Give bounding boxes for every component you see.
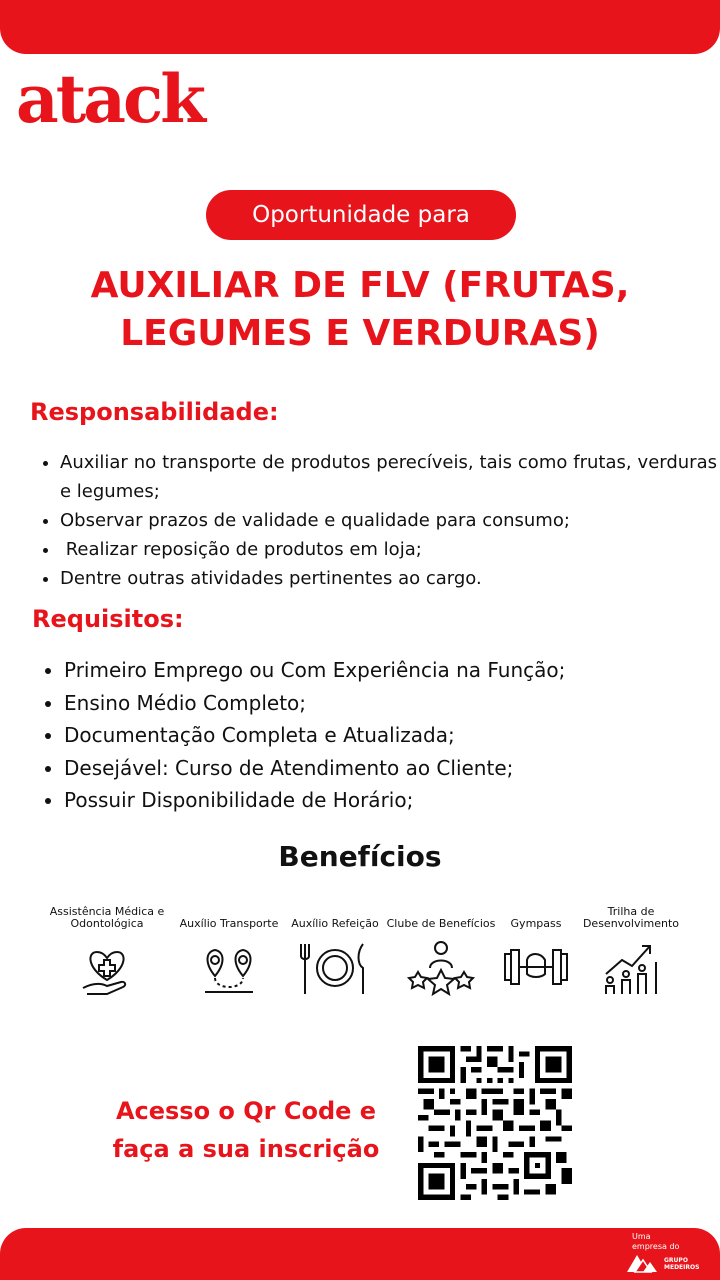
- job-title: AUXILIAR DE FLV (FRUTAS, LEGUMES E VERDURAS): [90, 265, 630, 354]
- list-item: • Documentação Completa e Atualizada;: [64, 719, 704, 752]
- group-name-line: MEDEIROS: [664, 1264, 700, 1271]
- grupo-medeiros-logo-icon: [625, 1253, 661, 1273]
- group-note-line: Uma: [632, 1232, 651, 1241]
- cta-text: [96, 1092, 396, 1168]
- benefit-label: Gympass: [510, 917, 562, 930]
- person-stars-icon: [406, 938, 476, 998]
- group-name: [664, 1257, 699, 1271]
- cta-line: faça a sua inscrição: [112, 1135, 380, 1163]
- health-hand-icon: [77, 938, 137, 998]
- dumbbell-icon: [501, 938, 571, 998]
- group-name-line: GRUPO: [664, 1257, 688, 1264]
- list-item: • Desejável: Curso de Atendimento ao Cliente;: [64, 752, 704, 785]
- benefits-heading: Benefícios: [278, 840, 442, 873]
- group-note-line: empresa do: [632, 1242, 680, 1251]
- list-item: • Realizar reposição de produtos em loja;: [60, 535, 717, 564]
- growth-people-icon: [596, 938, 666, 998]
- list-item: • Primeiro Emprego ou Com Experiência na Função;: [64, 654, 704, 687]
- benefit-development: [566, 904, 696, 1002]
- qr-code-icon[interactable]: [418, 1046, 572, 1200]
- list-item: • Observar prazos de validade e qualidade para consumo;: [60, 506, 717, 535]
- plate-cutlery-icon: [295, 938, 375, 998]
- benefit-label: Assistência Médica e Odontológica: [49, 905, 165, 930]
- benefit-health: [42, 904, 172, 1002]
- benefit-label: Trilha de Desenvolvimento: [582, 905, 680, 930]
- bottom-bar: [0, 1228, 720, 1280]
- requirements-list: [44, 654, 704, 817]
- list-item: • Dentre outras atividades pertinentes ao cargo.: [60, 564, 717, 593]
- responsibilities-list: [40, 448, 717, 593]
- cta-line: Acesso o Qr Code e: [115, 1097, 377, 1125]
- opportunity-pill: Oportunidade para: [206, 190, 516, 240]
- requirements-heading: Requisitos:: [32, 605, 184, 633]
- list-item: • Auxiliar no transporte de produtos perecíveis, tais como frutas, verduras e legumes;: [60, 448, 717, 506]
- benefit-label: Auxílio Transporte: [179, 917, 279, 930]
- responsibilities-heading: Responsabilidade:: [30, 398, 279, 426]
- benefit-label: Clube de Benefícios: [386, 917, 496, 930]
- route-pin-icon: [199, 938, 259, 998]
- top-bar: [0, 0, 720, 54]
- group-note: [632, 1232, 679, 1252]
- list-item: • Possuir Disponibilidade de Horário;: [64, 784, 704, 817]
- list-item: • Ensino Médio Completo;: [64, 687, 704, 720]
- benefit-label: Auxílio Refeição: [291, 917, 379, 930]
- atack-logo: atack: [16, 60, 203, 138]
